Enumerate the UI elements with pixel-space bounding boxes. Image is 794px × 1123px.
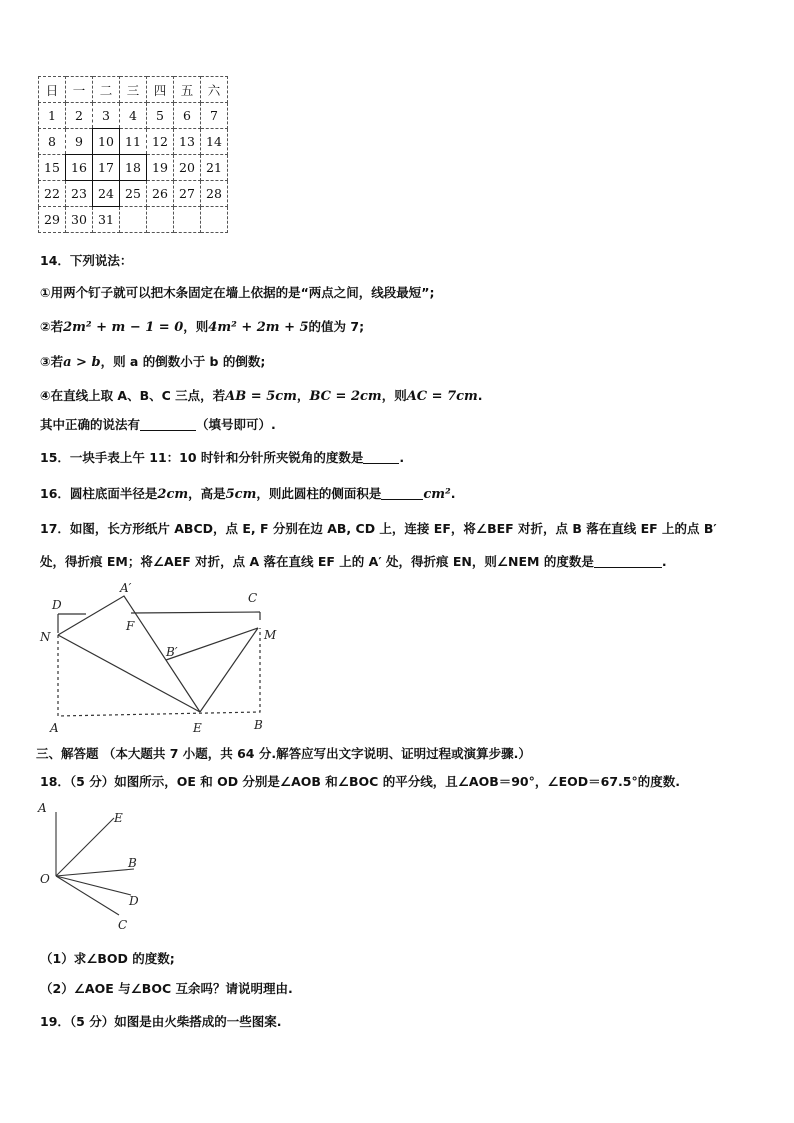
calendar-day-cell: 24 xyxy=(93,181,120,207)
label-A: A xyxy=(38,801,47,815)
q14-statement-1: ①用两个钉子就可以把木条固定在墙上依据的是“两点之间，线段最短”; xyxy=(40,285,435,300)
q14-answer-blank[interactable] xyxy=(140,417,196,431)
calendar-day-cell xyxy=(174,207,201,233)
calendar-day-cell: 8 xyxy=(39,129,66,155)
calendar-week-row xyxy=(39,155,228,181)
label-C: C xyxy=(248,591,258,605)
label-F: F xyxy=(126,619,135,633)
crease-EM xyxy=(200,628,258,712)
q16-post: ，则此圆柱的侧面积是 xyxy=(256,486,382,501)
label-B: B xyxy=(254,718,263,732)
q16-mid: ，高是 xyxy=(188,486,226,501)
q14-s3-post: ，则 a 的倒数小于 b 的倒数; xyxy=(100,354,266,369)
q14-s4-period: . xyxy=(477,388,483,403)
calendar-week-row xyxy=(39,181,228,207)
q14-statement-4 xyxy=(40,386,483,404)
q14-answer-suffix: （填号即可）. xyxy=(196,417,276,432)
calendar-day-cell: 17 xyxy=(93,155,120,181)
q19-line: 19．（5 分）如图是由火柴搭成的一些图案. xyxy=(40,1014,282,1029)
label-E: E xyxy=(114,811,123,825)
ray-OE xyxy=(56,818,114,876)
calendar-weekday: 日 xyxy=(39,77,66,103)
label-M: M xyxy=(264,628,277,642)
q16-height: 5cm xyxy=(225,487,257,502)
calendar-day-cell xyxy=(147,207,174,233)
calendar-weekday: 六 xyxy=(201,77,228,103)
q16-line xyxy=(40,484,456,502)
calendar-weekday: 五 xyxy=(174,77,201,103)
q14-s4-ab: AB = 5cm xyxy=(225,389,297,404)
q14-statement-3 xyxy=(40,352,265,370)
q14-s3-pre: ③若 xyxy=(40,354,64,369)
q16-prefix: 16．圆柱底面半径是 xyxy=(40,486,158,501)
calendar-day-cell: 27 xyxy=(174,181,201,207)
q18-part-2: （2）∠AOE 与∠BOC 互余吗？请说明理由. xyxy=(40,981,293,996)
calendar-week-row xyxy=(39,207,228,233)
calendar-day-cell: 13 xyxy=(174,129,201,155)
q18-line: 18．（5 分）如图所示，OE 和 OD 分别是∠AOB 和∠BOC 的平分线，且∠AOB＝90°，∠EOD＝67.5°的度数. xyxy=(40,774,680,789)
q14-s2-equation: 2m² + m − 1 = 0 xyxy=(63,320,184,335)
q16-answer-blank[interactable] xyxy=(381,486,423,500)
label-B: B xyxy=(128,856,137,870)
calendar-day-cell: 31 xyxy=(93,207,120,233)
calendar-day-cell: 3 xyxy=(93,103,120,129)
calendar-weekday: 二 xyxy=(93,77,120,103)
q14-answer-line xyxy=(40,415,276,433)
q16-radius: 2cm xyxy=(157,487,189,502)
q15-line xyxy=(40,448,404,466)
calendar-day-cell: 5 xyxy=(147,103,174,129)
calendar-day-cell: 6 xyxy=(174,103,201,129)
calendar-day-cell: 10 xyxy=(93,129,120,155)
calendar-header-row xyxy=(39,77,228,103)
q14-s4-bc: BC = 2cm xyxy=(309,389,382,404)
q14-answer-prefix: 其中正确的说法有 xyxy=(40,417,141,432)
calendar-day-cell: 14 xyxy=(201,129,228,155)
folded-B-edge xyxy=(166,628,258,660)
calendar-day-cell: 29 xyxy=(39,207,66,233)
q15-text: 15．一块手表上午 11：10 时针和分针所夹锐角的度数是 xyxy=(40,450,364,465)
calendar-day-cell: 16 xyxy=(66,155,93,181)
q14-s2-pre: ②若 xyxy=(40,319,64,334)
q14-title: 14．下列说法： xyxy=(40,253,133,268)
calendar-day-cell: 25 xyxy=(120,181,147,207)
ray-OD xyxy=(56,876,131,895)
q15-period: . xyxy=(399,450,405,465)
calendar-week-row xyxy=(39,129,228,155)
crease-EN xyxy=(58,635,200,712)
q14-s2-expression: 4m² + 2m + 5 xyxy=(208,320,309,335)
q14-s3-inequality: a > b xyxy=(63,355,101,370)
label-A: A xyxy=(50,721,59,735)
calendar-day-cell: 28 xyxy=(201,181,228,207)
calendar-day-cell xyxy=(201,207,228,233)
calendar-weekday: 三 xyxy=(120,77,147,103)
calendar-day-cell: 4 xyxy=(120,103,147,129)
label-O: O xyxy=(40,872,50,886)
calendar-weekday: 四 xyxy=(147,77,174,103)
calendar-day-cell: 11 xyxy=(120,129,147,155)
q17-line-2-text: 处，得折痕 EM；将∠AEF 对折，点 A 落在直线 EF 上的 A′ 处，得折痕 EN，则∠NEM 的度数是 xyxy=(40,554,594,569)
label-C: C xyxy=(118,918,128,932)
calendar-day-cell: 23 xyxy=(66,181,93,207)
label-A-prime: A′ xyxy=(120,582,132,595)
calendar-day-cell: 18 xyxy=(120,155,147,181)
q17-line-1: 17．如图，长方形纸片 ABCD，点 E, F 分别在边 AB, CD 上，连接 EF，将∠BEF 对折，点 B 落在直线 EF 上的点 B′ xyxy=(40,521,717,536)
calendar-day-cell: 21 xyxy=(201,155,228,181)
q14-s4-then: ，则 xyxy=(381,388,407,403)
label-D: D xyxy=(129,894,139,908)
original-rectangle-dashed xyxy=(58,628,260,716)
calendar-day-cell: 1 xyxy=(39,103,66,129)
label-E: E xyxy=(193,721,202,735)
q14-s4-pre: ④在直线上取 A、B、C 三点，若 xyxy=(40,388,226,403)
calendar-day-cell xyxy=(120,207,147,233)
q18-angle-figure xyxy=(34,798,154,938)
q17-folding-figure xyxy=(36,582,286,742)
calendar-day-cell: 2 xyxy=(66,103,93,129)
label-N: N xyxy=(40,630,51,644)
q17-period: . xyxy=(661,554,667,569)
q14-s4-ac: AC = 7cm xyxy=(406,389,478,404)
q18-part-1: （1）求∠BOD 的度数; xyxy=(40,951,175,966)
calendar-table xyxy=(38,76,228,233)
edge-FC xyxy=(131,612,260,613)
calendar-day-cell: 15 xyxy=(39,155,66,181)
q16-unit: cm² xyxy=(423,487,451,502)
q17-line-2 xyxy=(40,552,667,570)
calendar-week-row xyxy=(39,103,228,129)
ray-OC xyxy=(56,876,119,915)
calendar-day-cell: 9 xyxy=(66,129,93,155)
calendar-day-cell: 12 xyxy=(147,129,174,155)
calendar-weekday: 一 xyxy=(66,77,93,103)
q14-statement-2 xyxy=(40,317,364,335)
calendar-day-cell: 22 xyxy=(39,181,66,207)
calendar-day-cell: 26 xyxy=(147,181,174,207)
q14-s4-sep: ， xyxy=(296,388,310,403)
calendar-day-cell: 30 xyxy=(66,207,93,233)
calendar-day-cell: 19 xyxy=(147,155,174,181)
section-3-heading: 三、解答题 （本大题共 7 小题，共 64 分.解答应写出文字说明、证明过程或演算步骤.） xyxy=(36,746,531,761)
q14-s2-post: 的值为 7; xyxy=(308,319,365,334)
calendar-day-cell: 7 xyxy=(201,103,228,129)
q14-s2-mid: ，则 xyxy=(183,319,209,334)
q15-answer-blank[interactable] xyxy=(363,450,399,464)
label-B-prime: B′ xyxy=(166,645,178,659)
calendar-day-cell: 20 xyxy=(174,155,201,181)
q17-answer-blank[interactable] xyxy=(594,554,662,568)
label-D: D xyxy=(52,598,62,612)
ray-OB xyxy=(56,869,134,876)
q16-period: . xyxy=(450,486,456,501)
